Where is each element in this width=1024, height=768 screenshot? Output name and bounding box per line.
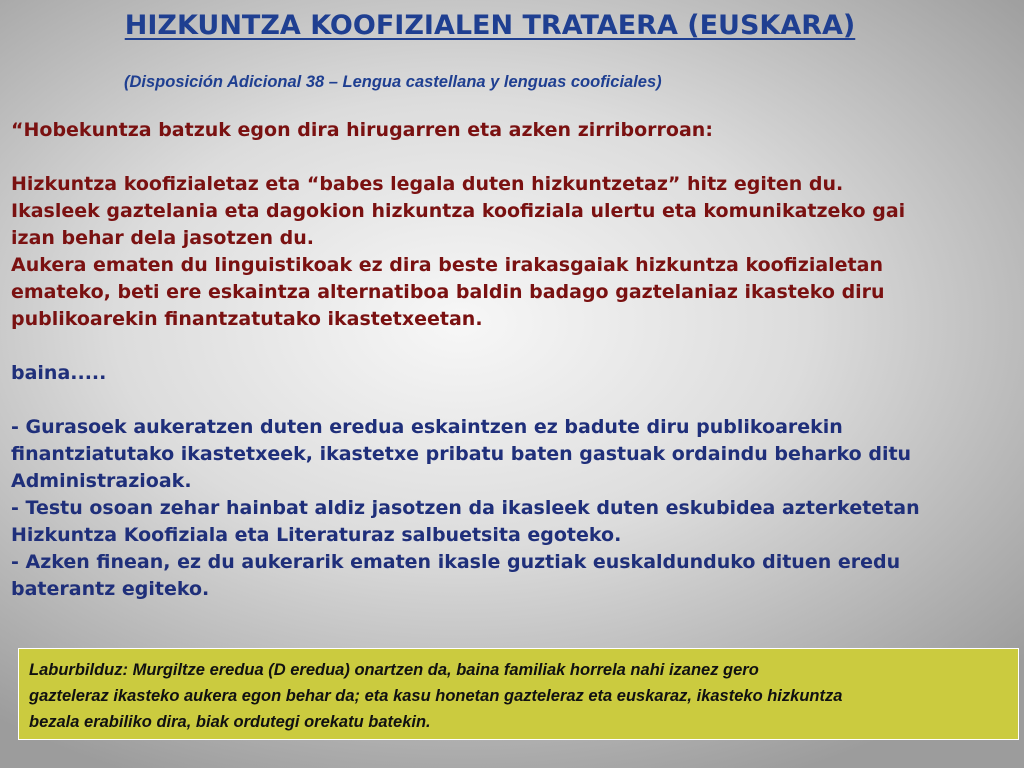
spacer <box>11 333 1011 360</box>
paragraph-criticisms <box>11 414 1011 603</box>
text-line: - Testu osoan zehar hainbat aldiz jasotzen da ikasleek duten eskubidea azterketetan <box>11 497 920 519</box>
text-line: Administrazioak. <box>11 470 192 492</box>
text-line: emateko, beti ere eskaintza alternatiboa baldin badago gaztelaniaz ikasteko diru <box>11 281 885 303</box>
text-line: - Gurasoek aukeratzen duten eredua eskaintzen ez badute diru publikoarekin <box>11 416 843 438</box>
note-line: bezala erabiliko dira, biak ordutegi orekatu batekin. <box>29 713 431 731</box>
intro-line: “Hobekuntza batzuk egon dira hirugarren eta azken zirriborroan: <box>11 119 713 141</box>
text-line: - Azken finean, ez du aukerarik ematen ikasle guztiak euskaldunduko dituen eredu <box>11 551 901 573</box>
paragraph-improvements <box>11 171 1011 333</box>
text-line: Aukera ematen du linguistikoak ez dira beste irakasgaiak hizkuntza koofizialetan <box>11 254 883 276</box>
text-line: baterantz egiteko. <box>11 578 210 600</box>
spacer <box>11 144 1011 171</box>
text-line: Ikasleek gaztelania eta dagokion hizkuntza koofiziala ulertu eta komunikatzeko gai <box>11 200 906 222</box>
text-line: izan behar dela jasotzen du. <box>11 227 314 249</box>
text-line: Hizkuntza koofizialetaz eta “babes legala duten hizkuntzetaz” hitz egiten du. <box>11 173 844 195</box>
spacer <box>11 387 1011 414</box>
but-line: baina..... <box>11 362 107 384</box>
slide-body <box>11 117 1011 603</box>
text-line: finantziatutako ikastetxeek, ikastetxe pribatu baten gastuak ordaindu beharko ditu <box>11 443 912 465</box>
summary-note-box <box>18 648 1019 740</box>
note-line: gazteleraz ikasteko aukera egon behar da; eta kasu honetan gazteleraz eta euskaraz, ikasteko hizkuntza <box>29 687 843 705</box>
slide-title: HIZKUNTZA KOOFIZIALEN TRATAERA (EUSKARA) <box>124 10 856 41</box>
text-line: publikoarekin finantzatutako ikastetxeetan. <box>11 308 483 330</box>
text-line: Hizkuntza Koofiziala eta Literaturaz salbuetsita egoteko. <box>11 524 622 546</box>
note-line: Laburbilduz: Murgiltze eredua (D eredua) onartzen da, baina familiak horrela nahi izanez gero <box>29 661 759 679</box>
slide-subtitle: (Disposición Adicional 38 – Lengua castellana y lenguas cooficiales) <box>124 73 662 91</box>
